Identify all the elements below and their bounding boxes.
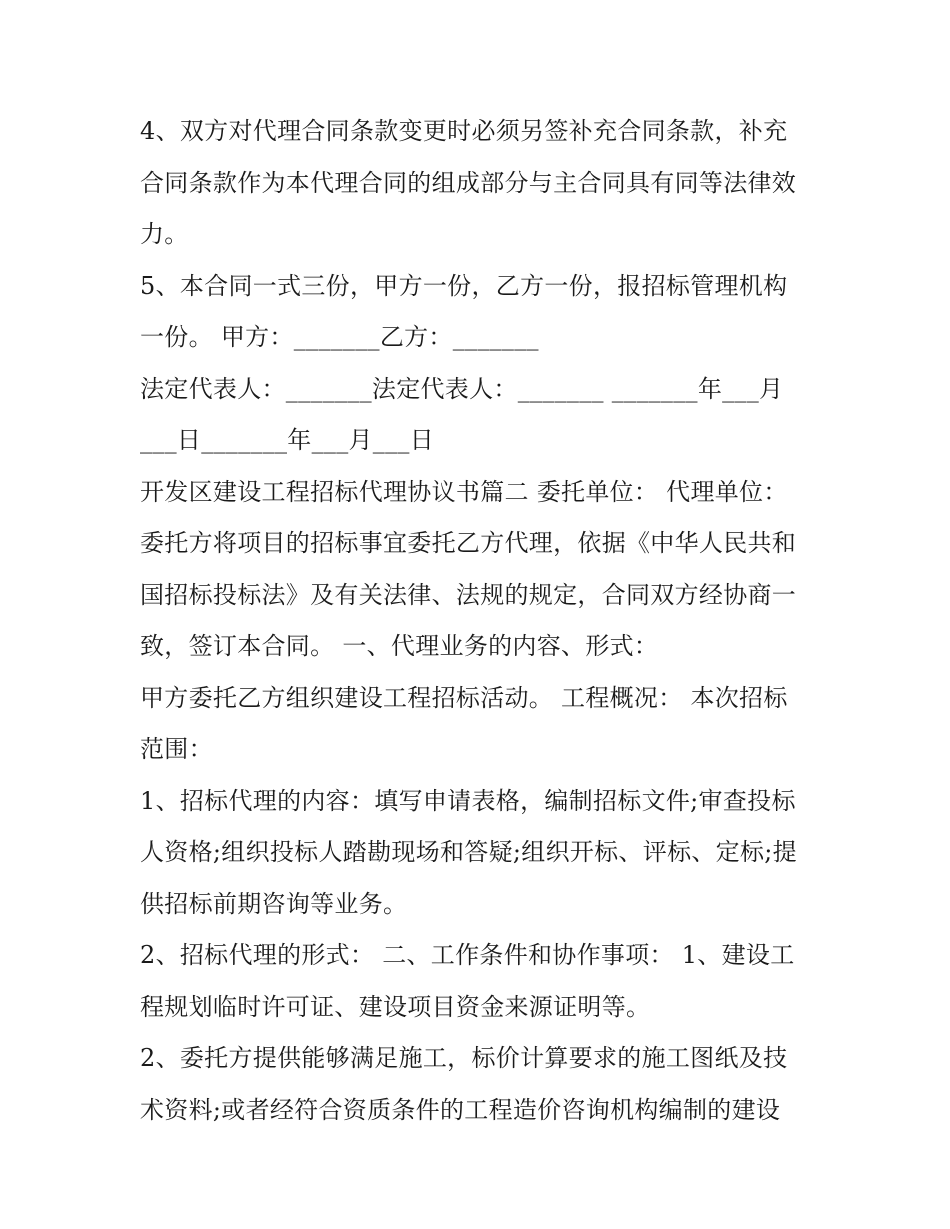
text-line: 开发区建设工程招标代理协议书篇二 委托单位： 代理单位： xyxy=(140,477,788,506)
text-line: 国招标投标法》及有关法律、法规的规定，合同双方经协商一 xyxy=(140,580,797,609)
text-line: 力。 xyxy=(140,220,189,248)
text-line: 程规划临时许可证、建设项目资金来源证明等。 xyxy=(140,992,651,1021)
text-line: 2、委托方提供能够满足施工，标价计算要求的施工图纸及技 xyxy=(140,1044,788,1072)
text-line: 5、本合同一式三份，甲方一份，乙方一份，报招标管理机构 xyxy=(140,271,788,300)
text-line: 委托方将项目的招标事宜委托乙方代理，依据《中华人民共和 xyxy=(140,529,797,557)
text-line: 人资格;组织投标人踏勘现场和答疑;组织开标、评标、定标;提 xyxy=(140,838,797,866)
text-line: 致，签订本合同。 一、代理业务的内容、形式： xyxy=(140,632,659,660)
document-body xyxy=(140,106,820,1136)
text-line: 甲方委托乙方组织建设工程招标活动。 工程概况： 本次招标 xyxy=(140,683,788,712)
text-line: 一份。 甲方：_______乙方：_______ xyxy=(140,323,539,351)
text-line: 1、招标代理的内容：填写申请表格，编制招标文件;审查投标 xyxy=(140,786,796,815)
text-line: 术资料;或者经符合资质条件的工程造价咨询机构编制的建设 xyxy=(140,1095,781,1124)
text-line: ___日_______年___月___日 xyxy=(140,426,434,454)
text-line: 供招标前期咨询等业务。 xyxy=(140,889,408,918)
text-line: 范围： xyxy=(140,735,213,763)
text-line: 4、双方对代理合同条款变更时必须另签补充合同条款，补充 xyxy=(140,117,788,145)
text-line: 合同条款作为本代理合同的组成部分与主合同具有同等法律效 xyxy=(140,168,797,197)
text-line: 法定代表人：_______法定代表人：_______ _______年___月 xyxy=(140,374,784,403)
text-line: 2、招标代理的形式： 二、工作条件和协作事项： 1、建设工 xyxy=(140,941,795,969)
